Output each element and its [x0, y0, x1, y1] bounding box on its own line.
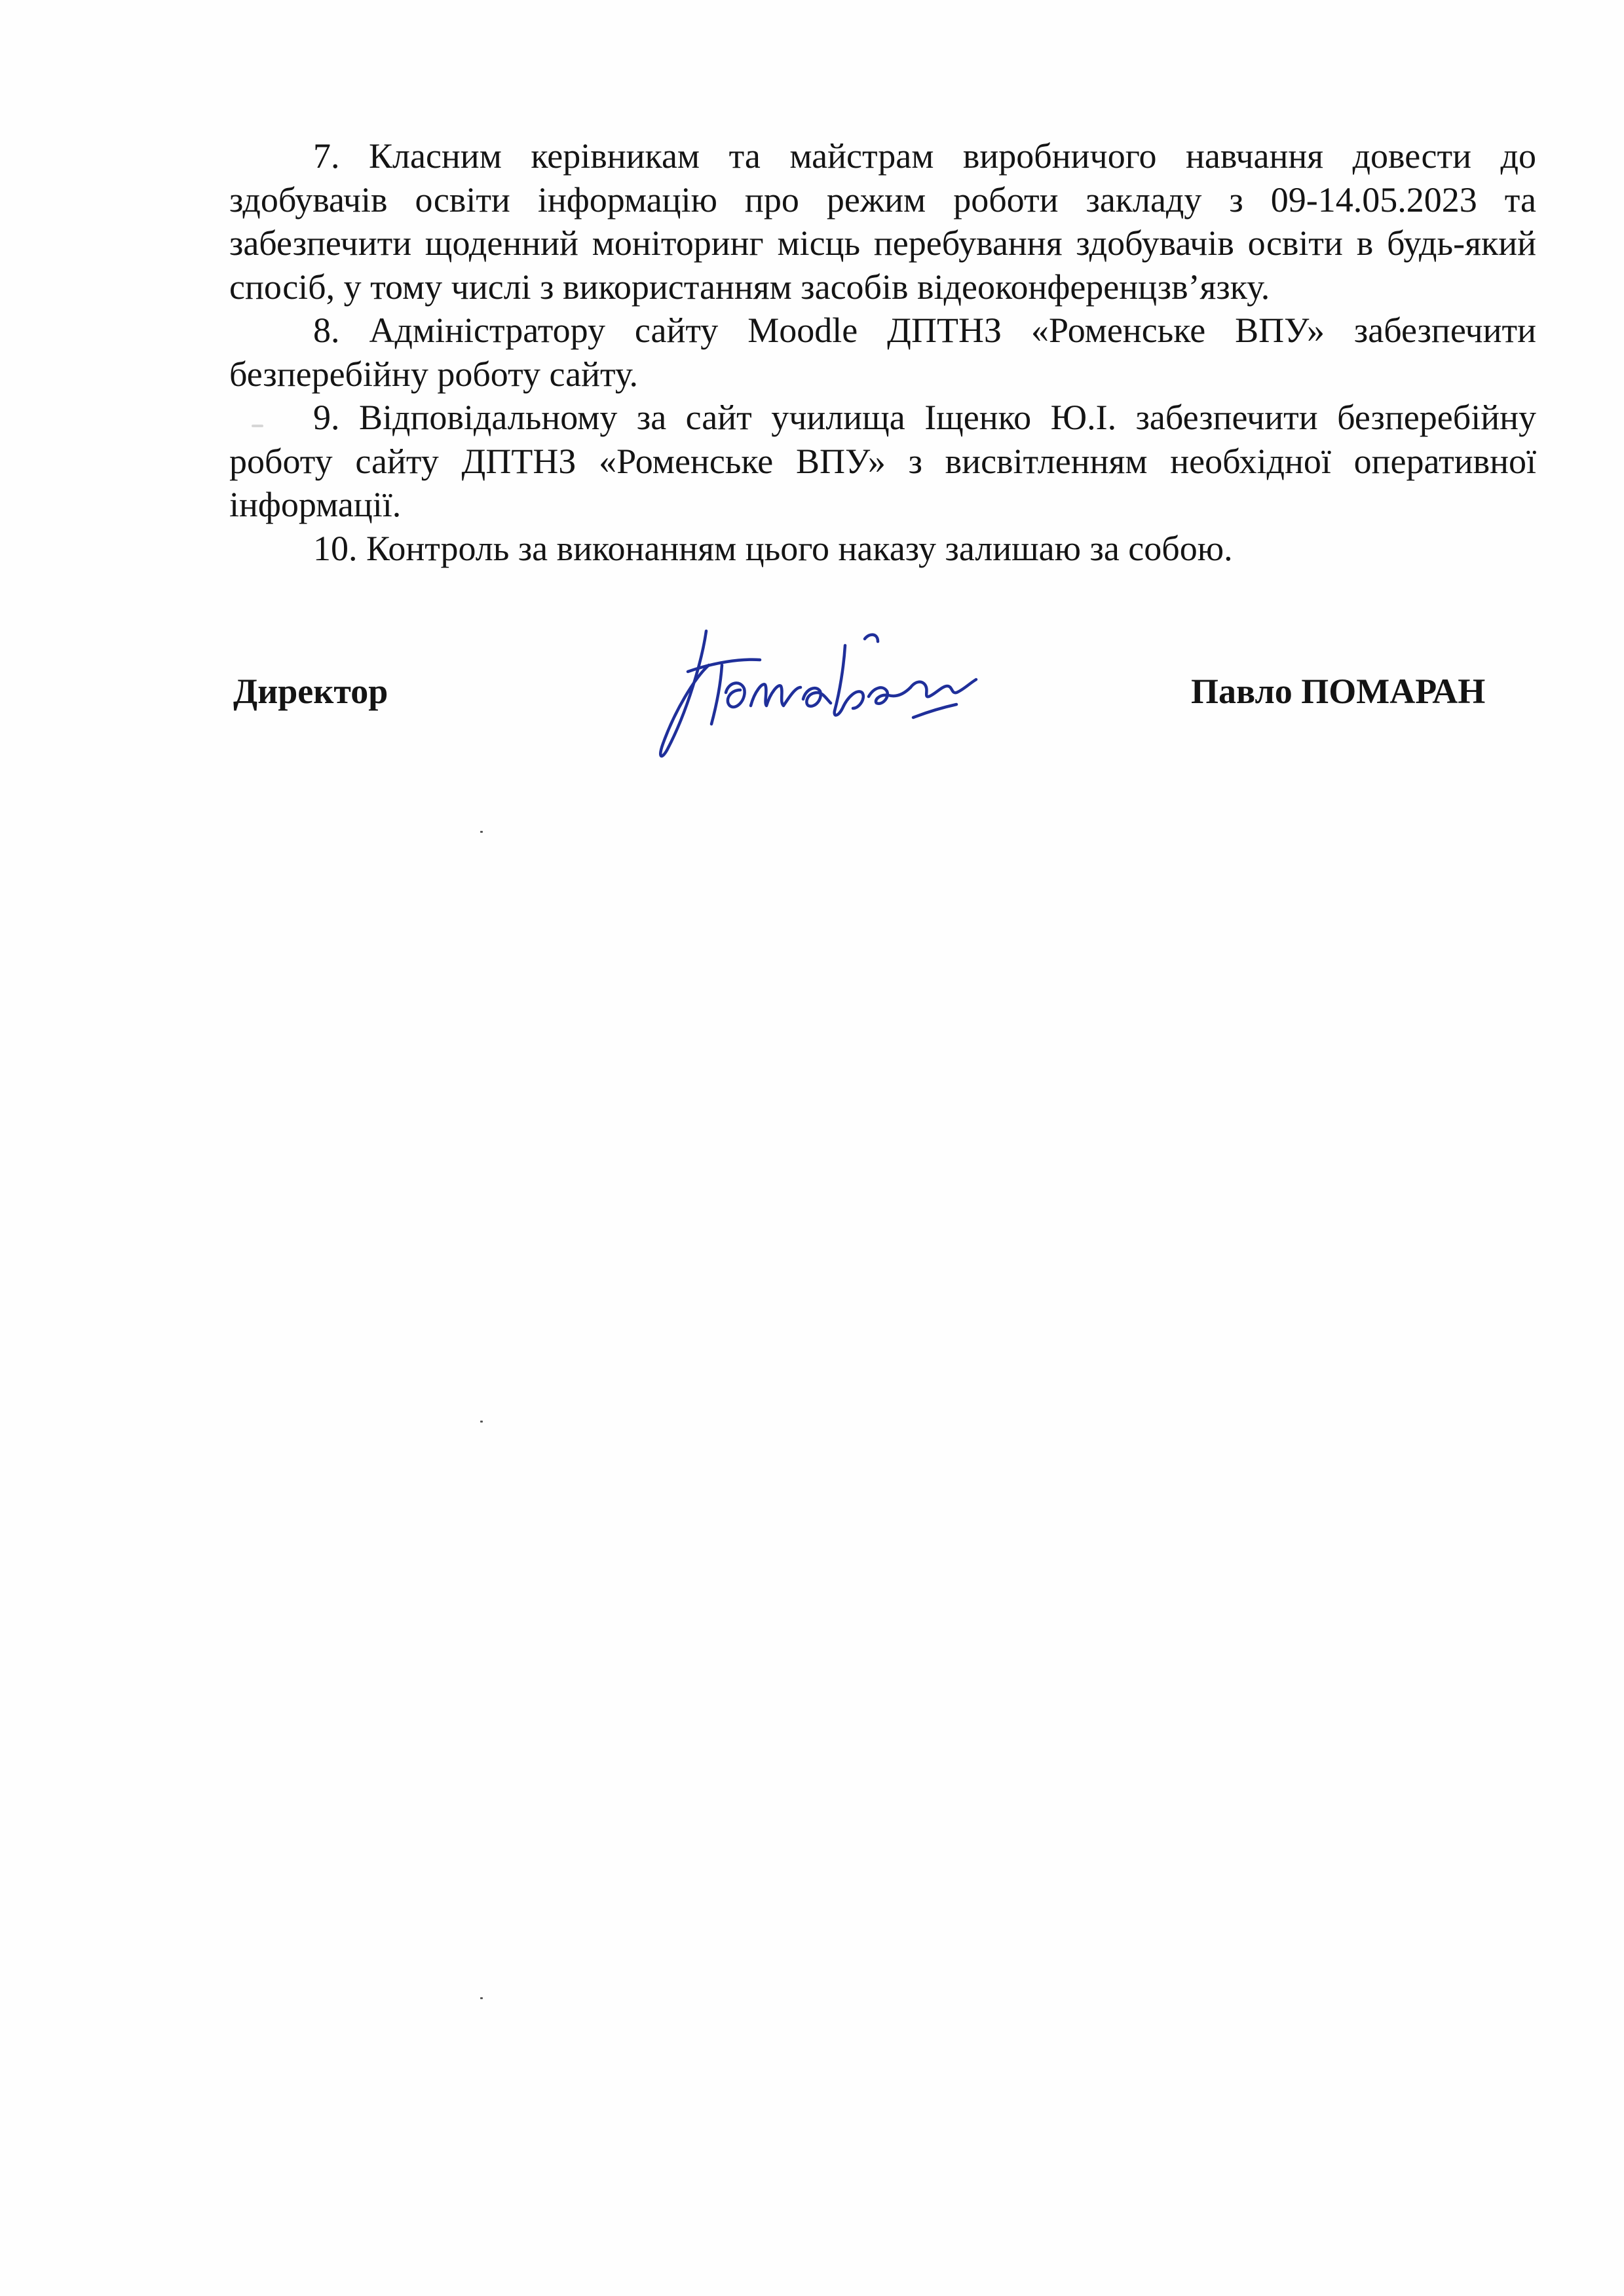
order-item-7: 7. Класним керівникам та майстрам виробничого навчання довести до здобувачів освіти інформацію про режим роботи закладу з 09-14.05.2023 та забезпечити щоденний моніторинг місць перебування здобувачів освіти в будь-який спосіб, у тому числі з використанням засобів відеоконференцзв’язку.: [229, 136, 1536, 307]
order-item-10: 10. Контроль за виконанням цього наказу залишаю за собою.: [313, 528, 1233, 568]
scan-speck: [480, 1421, 483, 1423]
signer-position: Директор: [233, 672, 388, 711]
scan-speck: [480, 1997, 483, 1999]
order-item-8: 8. Адміністратору сайту Moodle ДПТНЗ «Роменське ВПУ» забезпечити безперебійну роботу сайту.: [229, 311, 1536, 394]
scan-artifact: [252, 425, 263, 427]
scan-speck: [480, 831, 483, 833]
signer-name: Павло ПОМАРАН: [1191, 672, 1486, 711]
order-item-9: 9. Відповідальному за сайт училища Іщенко Ю.І. забезпечити безперебійну роботу сайту ДПТНЗ «Роменське ВПУ» з висвітленням необхідної оперативної інформації.: [229, 398, 1536, 524]
order-body: [229, 134, 1536, 570]
handwritten-signature: [649, 619, 1015, 770]
